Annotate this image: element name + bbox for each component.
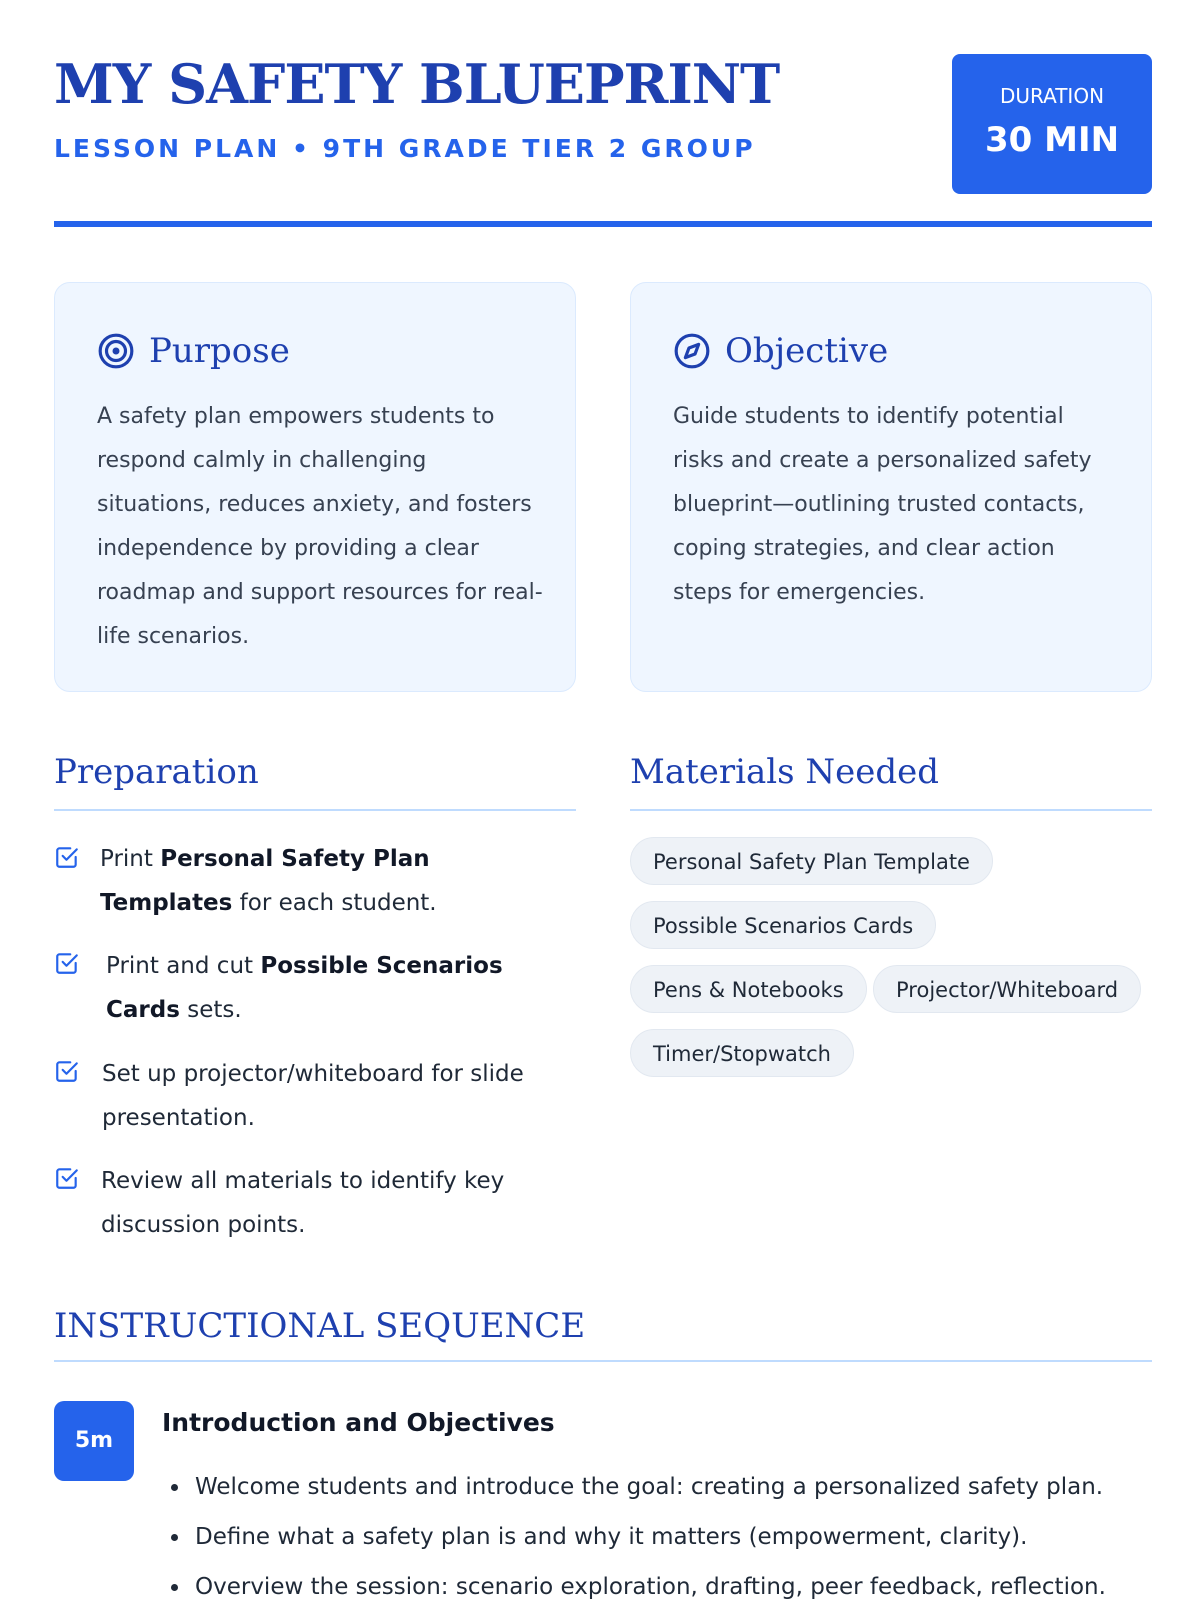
duration-label: DURATION [999, 84, 1105, 108]
objective-title: Objective [725, 331, 889, 371]
purpose-title: Purpose [149, 331, 290, 371]
materials-heading: Materials Needed [630, 752, 940, 792]
checkbox-checked-icon [54, 844, 80, 870]
step-bullet: Welcome students and introduce the goal: creating a personalized safety plan. [162, 1462, 1106, 1512]
checkbox-checked-icon [54, 950, 80, 976]
step-title: Introduction and Objectives [162, 1408, 555, 1437]
prep-item-text: Print and cut Possible Scenarios Cards sets. [106, 953, 503, 1023]
preparation-heading: Preparation [54, 752, 259, 792]
purpose-card [54, 282, 576, 692]
sequence-divider [54, 1360, 1152, 1362]
step-bullet: Define what a safety plan is and why it matters (empowerment, clarity). [162, 1512, 1106, 1562]
header-divider [54, 221, 1152, 227]
objective-text: Guide students to identify potential risks and create a personalized safety blueprint—outlining trusted contacts, coping strategies, and clear action steps for emergencies. [673, 404, 1092, 605]
sequence-heading: INSTRUCTIONAL SEQUENCE [54, 1306, 586, 1346]
step-bullet: Overview the session: scenario exploration, drafting, peer feedback, reflection. [162, 1562, 1106, 1612]
step-duration-badge: 5m [54, 1401, 134, 1481]
prep-item-text: Review all materials to identify key discussion points. [101, 1168, 505, 1238]
target-icon [97, 332, 135, 370]
material-chip: Pens & Notebooks [630, 965, 867, 1013]
material-chip: Timer/Stopwatch [630, 1029, 854, 1077]
compass-icon [673, 332, 711, 370]
materials-divider [630, 809, 1152, 811]
objective-card [630, 282, 1152, 692]
prep-item-text: Set up projector/whiteboard for slide presentation. [102, 1061, 524, 1131]
page-subtitle: LESSON PLAN • 9TH GRADE TIER 2 GROUP [54, 134, 756, 163]
duration-value: 30 MIN [984, 120, 1120, 160]
checkbox-checked-icon [54, 1058, 80, 1084]
page-title: MY SAFETY BLUEPRINT [54, 52, 780, 116]
preparation-divider [54, 809, 576, 811]
purpose-text: A safety plan empowers students to respond calmly in challenging situations, reduces anxiety, and fosters independence by providing a clear roadmap and support resources for real-life scenarios. [97, 404, 543, 649]
material-chip: Personal Safety Plan Template [630, 837, 993, 885]
material-chip: Projector/Whiteboard [873, 965, 1141, 1013]
step-bullet-list [162, 1462, 1106, 1612]
prep-item-text: Print Personal Safety Plan Templates for each student. [100, 846, 437, 916]
checkbox-checked-icon [54, 1165, 80, 1191]
material-chip: Possible Scenarios Cards [630, 901, 936, 949]
duration-badge [952, 54, 1152, 194]
